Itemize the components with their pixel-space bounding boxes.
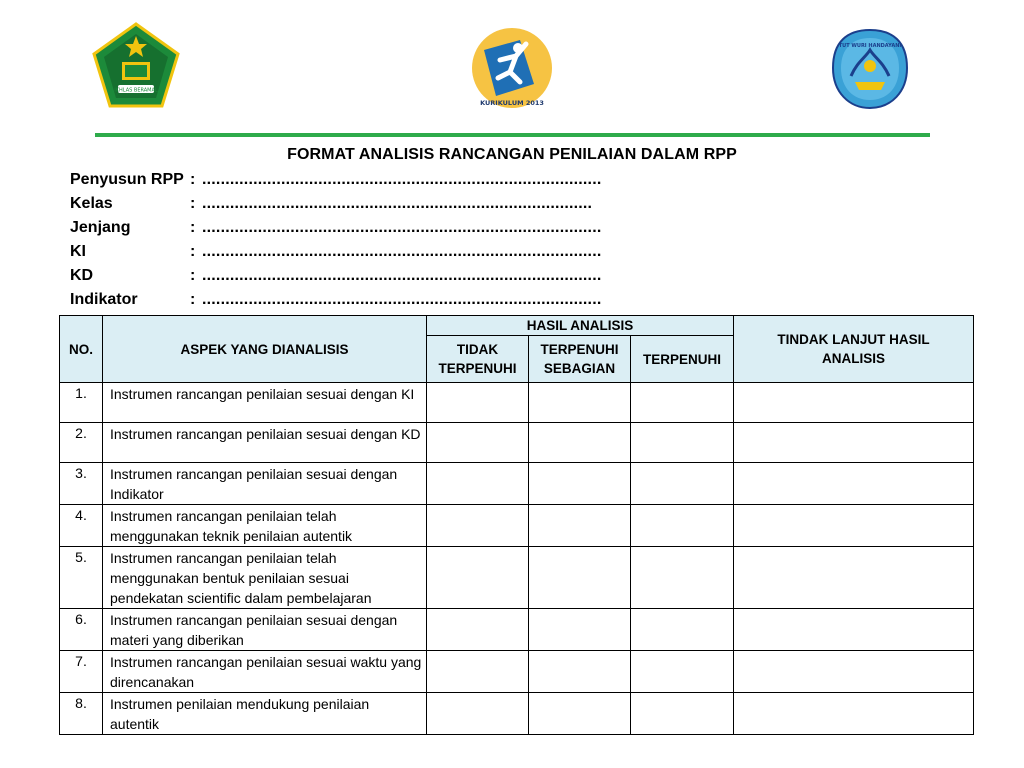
table-row [60,463,974,505]
row-aspek: Instrumen rancangan penilaian sesuai waktu yang direncanakan [103,651,427,693]
header-terpenuhi: TERPENUHI [631,336,734,383]
header-hasil-analisis: HASIL ANALISIS [427,316,734,336]
svg-text:IKHLAS BERAMAL: IKHLAS BERAMAL [114,87,158,94]
field-jenjang [70,216,690,240]
cell-terpenuhi[interactable] [631,423,734,463]
field-indikator [70,288,690,312]
table-row [60,423,974,463]
identity-fields [70,168,690,312]
field-blank[interactable]: .................................................................................... [202,195,593,212]
row-aspek: Instrumen penilaian mendukung penilaian autentik [103,693,427,735]
table-row [60,547,974,609]
table-row [60,609,974,651]
field-colon: : [190,219,196,236]
field-blank[interactable]: ...................................................................................... [202,267,602,284]
cell-tindak-lanjut[interactable] [734,651,974,693]
cell-terpenuhi[interactable] [631,505,734,547]
cell-terpenuhi-sebagian[interactable] [529,463,631,505]
field-kd [70,264,690,288]
field-colon: : [190,267,196,284]
table-row [60,383,974,423]
row-number: 4. [60,505,103,547]
cell-tindak-lanjut[interactable] [734,609,974,651]
cell-tidak-terpenuhi[interactable] [427,463,529,505]
field-label: Jenjang [70,219,131,236]
field-blank[interactable]: ...................................................................................... [202,219,602,236]
cell-tidak-terpenuhi[interactable] [427,547,529,609]
field-label: Penyusun RPP [70,171,184,188]
field-blank[interactable]: ...................................................................................... [202,291,602,308]
field-colon: : [190,291,196,308]
cell-tindak-lanjut[interactable] [734,693,974,735]
cell-tidak-terpenuhi[interactable] [427,383,529,423]
field-label: KD [70,267,94,284]
cell-tindak-lanjut[interactable] [734,505,974,547]
cell-tindak-lanjut[interactable] [734,463,974,505]
field-ki [70,240,690,264]
cell-tindak-lanjut[interactable] [734,423,974,463]
row-aspek: Instrumen rancangan penilaian sesuai dengan KD [103,423,427,463]
field-label: KI [70,243,86,260]
tut-wuri-handayani-emblem-icon [831,28,909,110]
cell-terpenuhi[interactable] [631,609,734,651]
row-number: 3. [60,463,103,505]
cell-tidak-terpenuhi[interactable] [427,423,529,463]
table-row [60,505,974,547]
cell-terpenuhi[interactable] [631,463,734,505]
cell-terpenuhi-sebagian[interactable] [529,547,631,609]
field-colon: : [190,243,196,260]
field-colon: : [190,195,196,212]
header-no: NO. [60,316,103,383]
row-number: 2. [60,423,103,463]
kemenag-emblem-icon [92,22,180,108]
row-aspek: Instrumen rancangan penilaian telah menggunakan teknik penilaian autentik [103,505,427,547]
cell-terpenuhi-sebagian[interactable] [529,505,631,547]
cell-tidak-terpenuhi[interactable] [427,505,529,547]
row-aspek: Instrumen rancangan penilaian sesuai dengan KI [103,383,427,423]
field-blank[interactable]: ...................................................................................... [202,171,602,188]
kurikulum-2013-logo-icon [470,26,554,110]
cell-terpenuhi-sebagian[interactable] [529,651,631,693]
cell-terpenuhi-sebagian[interactable] [529,693,631,735]
cell-tindak-lanjut[interactable] [734,383,974,423]
cell-terpenuhi-sebagian[interactable] [529,423,631,463]
field-kelas [70,192,690,216]
cell-terpenuhi-sebagian[interactable] [529,609,631,651]
cell-tindak-lanjut[interactable] [734,547,974,609]
row-number: 5. [60,547,103,609]
document-title: FORMAT ANALISIS RANCANGAN PENILAIAN DALAM RPP [287,146,737,163]
cell-terpenuhi[interactable] [631,693,734,735]
header-divider [95,133,930,137]
field-blank[interactable]: ...................................................................................... [202,243,602,260]
cell-terpenuhi[interactable] [631,651,734,693]
header-terpenuhi-sebagian: TERPENUHI SEBAGIAN [529,336,631,383]
field-label: Kelas [70,195,113,212]
table-row [60,651,974,693]
cell-tidak-terpenuhi[interactable] [427,651,529,693]
analysis-table [59,315,974,735]
header-tidak-terpenuhi: TIDAK TERPENUHI [427,336,529,383]
row-aspek: Instrumen rancangan penilaian sesuai dengan Indikator [103,463,427,505]
svg-text:KURIKULUM 2013: KURIKULUM 2013 [480,99,544,107]
row-aspek: Instrumen rancangan penilaian telah menggunakan bentuk penilaian sesuai pendekatan scientific dalam pembelajaran [103,547,427,609]
header-tindak-lanjut: TINDAK LANJUT HASIL ANALISIS [734,316,974,383]
table-row [60,693,974,735]
row-number: 1. [60,383,103,423]
field-colon: : [190,171,196,188]
row-number: 6. [60,609,103,651]
cell-terpenuhi[interactable] [631,383,734,423]
field-label: Indikator [70,291,138,308]
cell-terpenuhi-sebagian[interactable] [529,383,631,423]
field-penyusun-rpp [70,168,690,192]
header-aspek: ASPEK YANG DIANALISIS [103,316,427,383]
svg-text:TUT WURI HANDAYANI: TUT WURI HANDAYANI [838,43,902,49]
row-aspek: Instrumen rancangan penilaian sesuai dengan materi yang diberikan [103,609,427,651]
row-number: 7. [60,651,103,693]
cell-tidak-terpenuhi[interactable] [427,609,529,651]
row-number: 8. [60,693,103,735]
cell-tidak-terpenuhi[interactable] [427,693,529,735]
cell-terpenuhi[interactable] [631,547,734,609]
